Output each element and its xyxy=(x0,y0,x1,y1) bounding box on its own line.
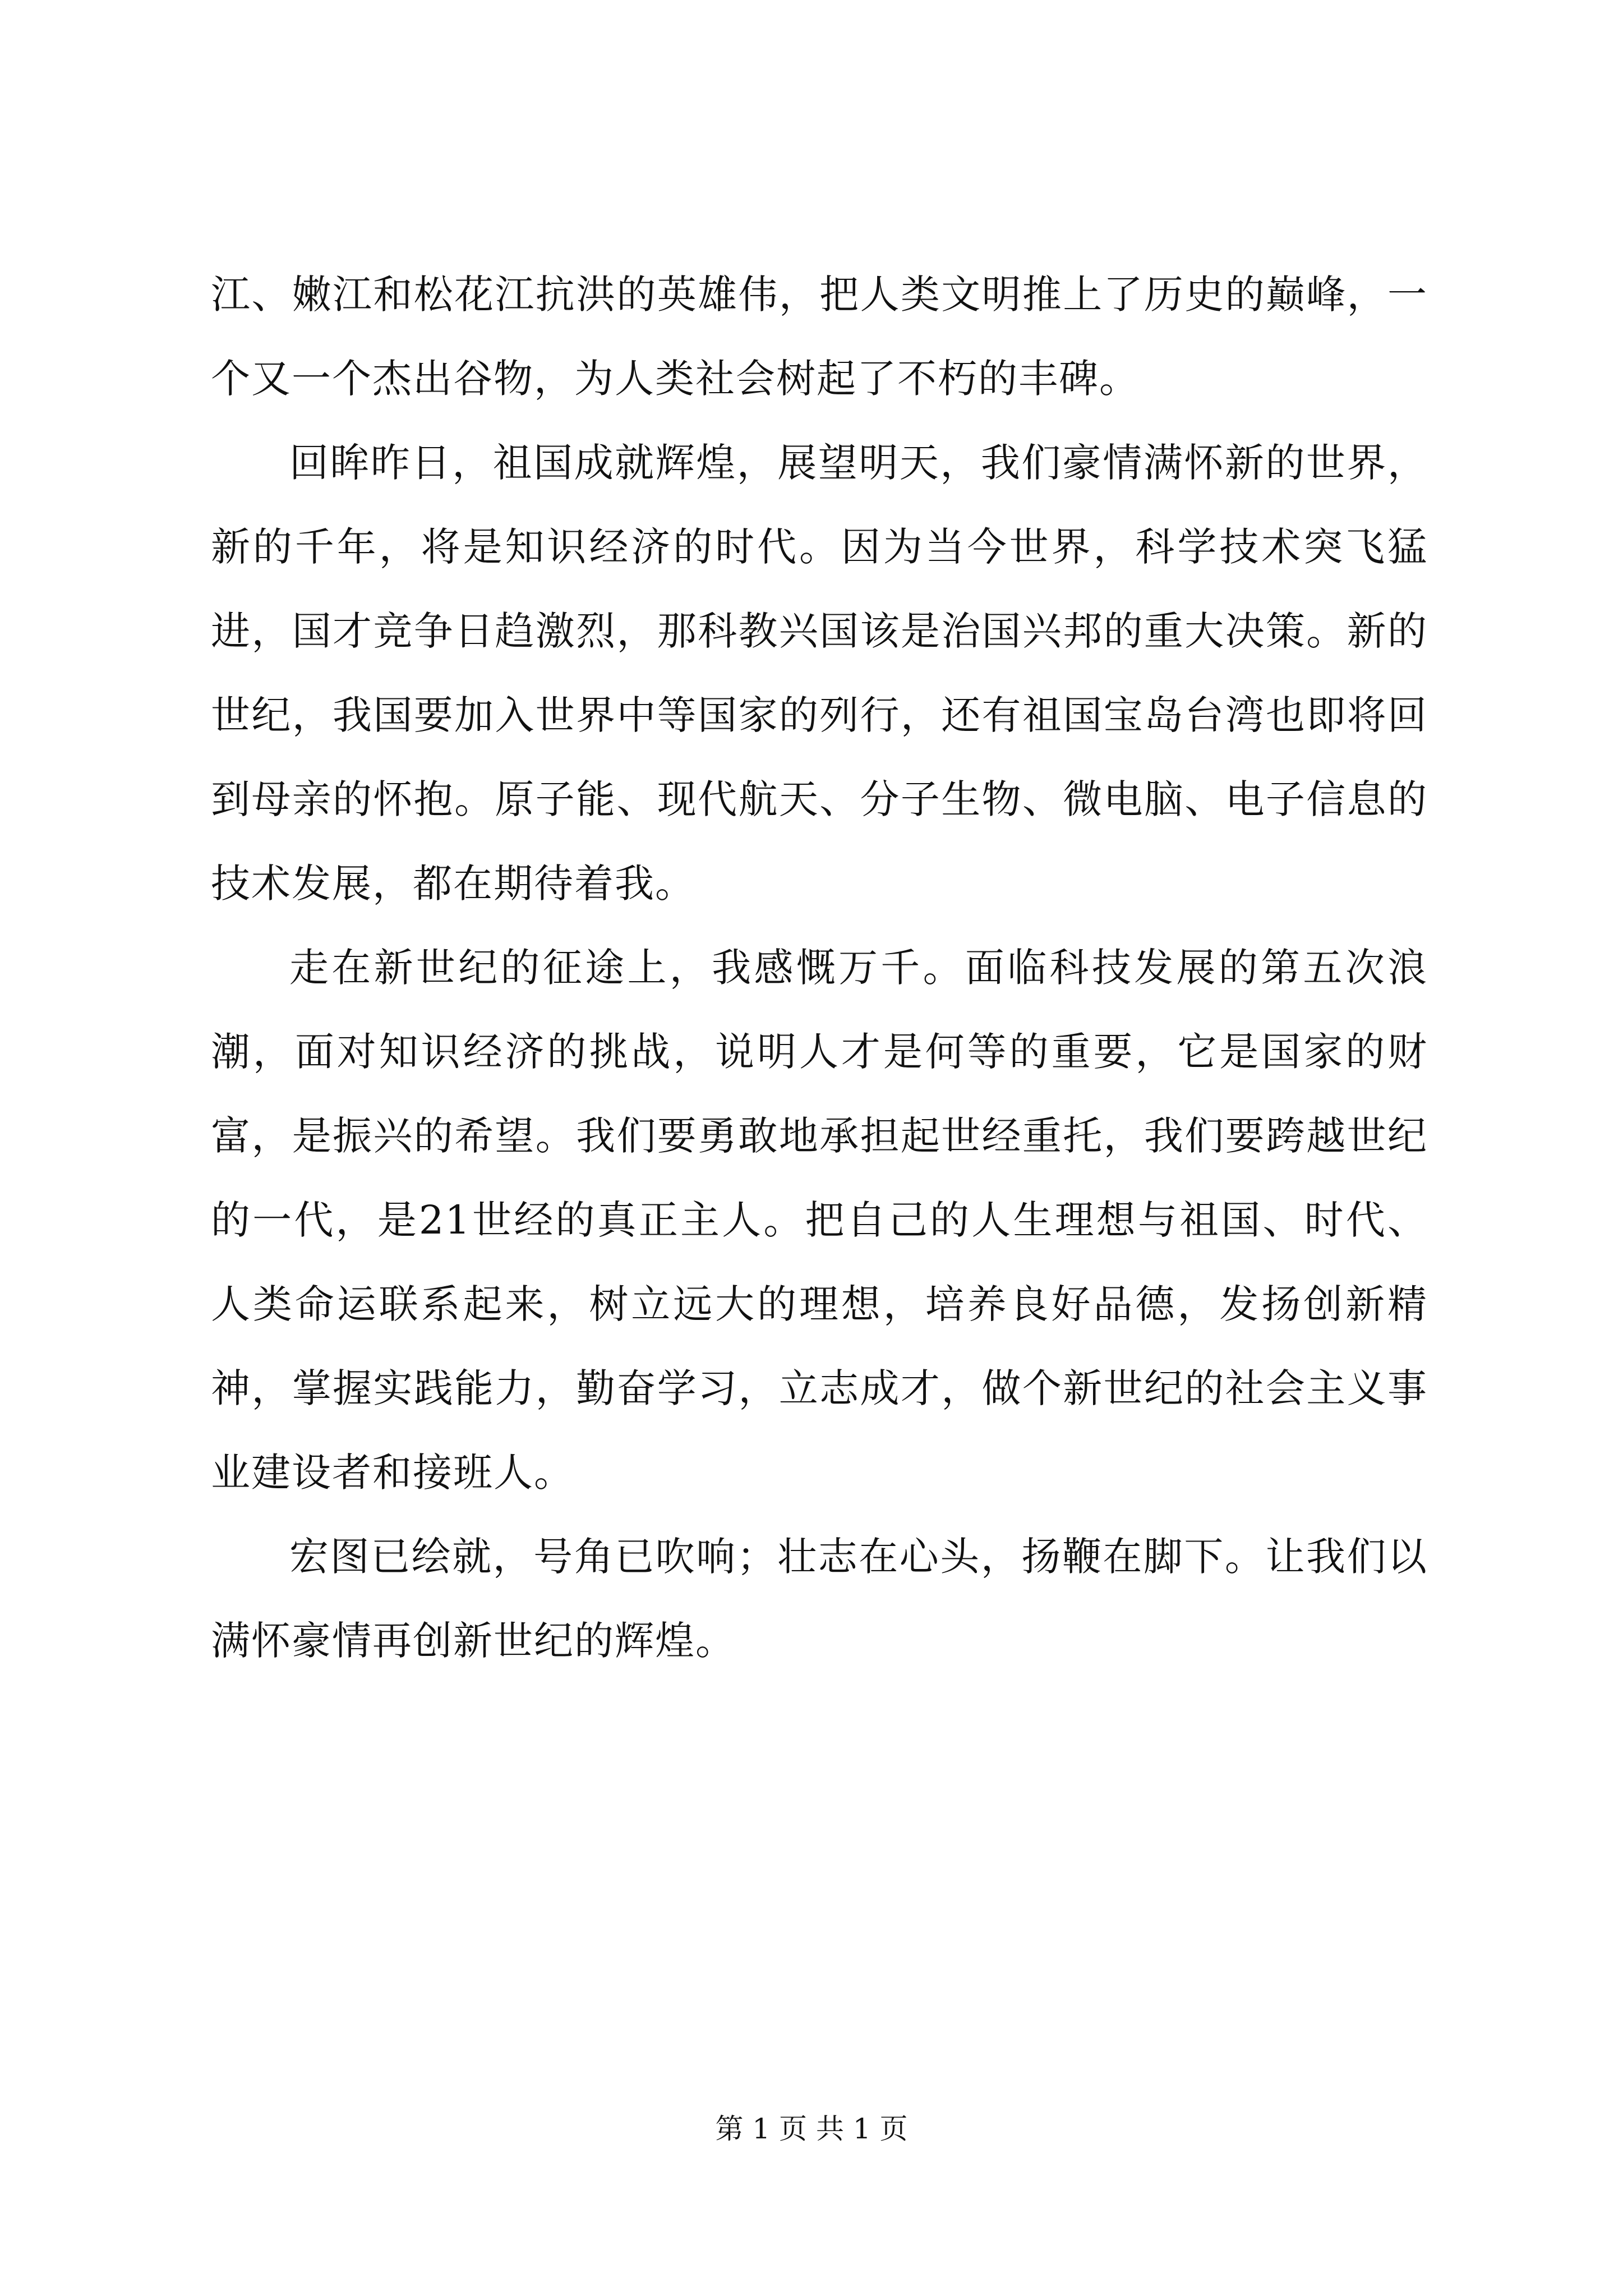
paragraph-2: 回眸昨日，祖国成就辉煌，展望明天，我们豪情满怀新的世界，新的千年，将是知识经济的时代。因为当今世界，科学技术突飞猛进，国才竞争日趋激烈，那科教兴国该是治国兴邦的重大决策。新的世纪，我国要加入世界中等国家的列行，还有祖国宝岛台湾也即将回到母亲的怀抱。原子能、现代航天、分子生物、微电脑、电子信息的技术发展，都在期待着我。 xyxy=(211,440,1428,907)
paragraph-1: 江、嫩江和松花江抗洪的英雄伟，把人类文明推上了历史的巅峰，一个又一个杰出谷物，为人类社会树起了不朽的丰碑。 xyxy=(211,272,1428,402)
page-number-footer: 第 1 页 共 1 页 xyxy=(715,2113,908,2145)
body-text xyxy=(211,252,1428,1683)
paragraph-3: 走在新世纪的征途上，我感慨万千。面临科技发展的第五次浪潮，面对知识经济的挑战，说明人才是何等的重要，它是国家的财富，是振兴的希望。我们要勇敢地承担起世经重托，我们要跨越世纪的一代，是21世经的真正主人。把自己的人生理想与祖国、时代、人类命运联系起来，树立远大的理想，培养良好品德，发扬创新精神，掌握实践能力，勤奋学习，立志成才，做个新世纪的社会主义事业建设者和接班人。 xyxy=(211,945,1428,1496)
paragraph-4: 宏图已绘就，号角已吹响；壮志在心头，扬鞭在脚下。让我们以满怀豪情再创新世纪的辉煌。 xyxy=(211,1534,1428,1664)
